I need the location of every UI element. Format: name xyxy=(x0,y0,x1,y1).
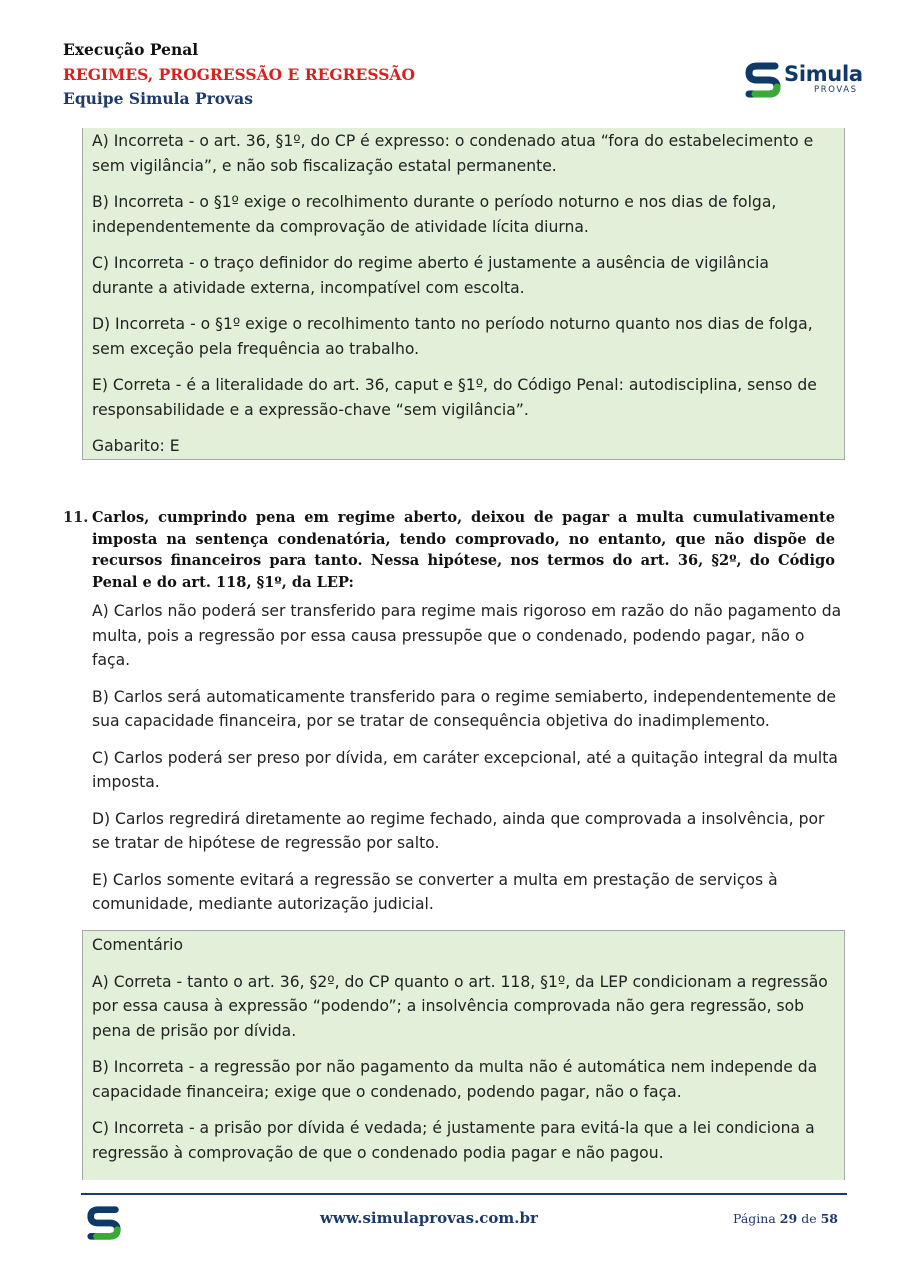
logo-name: Simula xyxy=(784,62,863,86)
logo-subtitle: PROVAS xyxy=(814,85,858,95)
author-line: Equipe Simula Provas xyxy=(63,89,253,108)
previous-commentary-box xyxy=(82,128,845,460)
commentary-box xyxy=(82,930,845,1180)
question-statement: Carlos, cumprindo pena em regime aberto, deixou de pagar a multa cumulativamente imposta na sentença condenatória, tendo comprovado, no entanto, que não dispõe de recursos financeiros para tanto. Nessa hipótese, nos termos do art. 36, §2º, do Código Penal e do art. 118, §1º, da LEP: xyxy=(92,509,835,591)
footer-divider xyxy=(81,1193,847,1195)
page-total: 58 xyxy=(820,1211,838,1226)
page-current: 29 xyxy=(779,1211,798,1226)
commentary-item: C) Incorreta - o traço definidor do regime aberto é justamente a ausência de vigilância durante a atividade externa, incompatível com escolta. xyxy=(92,254,769,297)
simula-s-icon xyxy=(745,60,781,100)
commentary-item: B) Incorreta - a regressão por não pagamento da multa não é automática nem independe da capacidade financeira; exige que o condenado, podendo pagar, não o faça. xyxy=(92,1058,818,1101)
option-e: E) Carlos somente evitará a regressão se converter a multa em prestação de serviços à comunidade, mediante autorização judicial. xyxy=(92,870,778,913)
question-11 xyxy=(63,507,835,593)
commentary-item: A) Correta - tanto o art. 36, §2º, do CP quanto o art. 118, §1º, da LEP condicionam a regressão por essa causa à expressão “podendo”; a insolvência comprovada não gera regressão, sob pena de prisão por dívida. xyxy=(92,972,828,1040)
topic-title: REGIMES, PROGRESSÃO E REGRESSÃO xyxy=(63,64,415,84)
answer-key: Gabarito: E xyxy=(92,437,180,455)
website-link[interactable]: www.simulaprovas.com.br xyxy=(320,1209,538,1227)
page-number xyxy=(733,1211,838,1226)
commentary-item: E) Correta - é a literalidade do art. 36, caput e §1º, do Código Penal: autodisciplina, senso de responsabilidade e a expressão-chave “sem vigilância”. xyxy=(92,376,817,419)
commentary-item: A) Incorreta - o art. 36, §1º, do CP é expresso: o condenado atua “fora do estabelecimento e sem vigilância”, e não sob fiscalização estatal permanente. xyxy=(92,132,814,175)
answer-options xyxy=(92,599,847,929)
commentary-title: Comentário xyxy=(92,936,184,954)
commentary-item: C) Incorreta - a prisão por dívida é vedada; é justamente para evitá-la que a lei condiciona a regressão à comprovação de que o condenado podia pagar e não pagou. xyxy=(92,1119,815,1162)
document-header xyxy=(63,38,415,112)
commentary-item: D) Incorreta - o §1º exige o recolhimento tanto no período noturno quanto nos dias de folga, sem exceção pela frequência ao trabalho. xyxy=(92,315,813,358)
page-of: de xyxy=(801,1211,817,1226)
simula-provas-logo xyxy=(745,60,865,102)
option-c: C) Carlos poderá ser preso por dívida, em caráter excepcional, até a quitação integral da multa imposta. xyxy=(92,748,838,791)
subject-title: Execução Penal xyxy=(63,40,199,59)
option-d: D) Carlos regredirá diretamente ao regime fechado, ainda que comprovada a insolvência, por se tratar de hipótese de regressão por salto. xyxy=(92,809,825,852)
option-a: A) Carlos não poderá ser transferido para regime mais rigoroso em razão do não pagamento da multa, pois a regressão por essa causa pressupõe que o condenado, podendo pagar, não o faça. xyxy=(92,602,842,669)
commentary-item: B) Incorreta - o §1º exige o recolhimento durante o período noturno e nos dias de folga, independentemente da comprovação de atividade lícita diurna. xyxy=(92,193,777,236)
footer-s-logo-icon xyxy=(85,1204,123,1242)
question-number: 11. xyxy=(63,509,89,526)
page-label: Página xyxy=(733,1211,776,1226)
option-b: B) Carlos será automaticamente transferido para o regime semiaberto, independentemente de sua capacidade financeira, por se tratar de consequência objetiva do inadimplemento. xyxy=(92,687,837,730)
